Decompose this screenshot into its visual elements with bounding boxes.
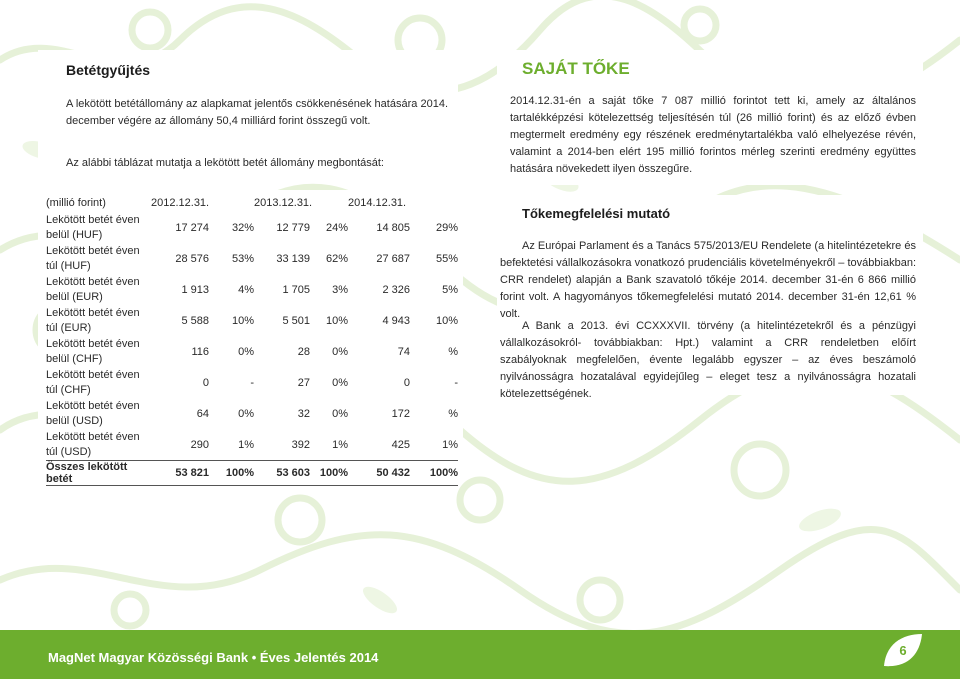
page-number: 6 [899,643,907,658]
header-2013: 2013.12.31. [254,197,313,209]
value-2013: 33 139 [276,252,310,265]
pct-2014: - [454,376,458,389]
pct-2013: 0% [332,376,348,389]
pct-2014: 1% [442,438,458,451]
value-2012: 1 913 [181,283,209,296]
value-2014: 27 687 [376,252,410,265]
pct-2013: 3% [332,283,348,296]
pct-2012: 0% [238,345,254,358]
value-2012: 116 [191,345,209,358]
pct-2014: 55% [435,252,458,265]
table-row [46,243,458,274]
table-row [46,336,458,367]
pct-2012: - [250,376,254,389]
total-label: Összes lekötött betét [46,461,151,486]
table-row [46,274,458,305]
row-label: Lekötött betét éven túl (CHF) [46,368,140,396]
row-label: Lekötött betét éven túl (EUR) [46,306,140,334]
value-2014: 4 943 [382,314,410,327]
value-2013: 12 779 [276,221,310,234]
table-header-row [46,194,458,212]
value-2012: 0 [202,376,209,389]
table-total-row [46,461,458,486]
value-2012: 28 576 [175,252,209,265]
table-row [46,305,458,336]
pct-2012: 4% [238,283,254,296]
total-pct-2014: 100% [410,461,458,486]
header-2012: 2012.12.31. [151,197,210,209]
row-label: Lekötött betét éven belül (USD) [46,399,140,427]
table-row [46,429,458,461]
value-2014: 2 326 [382,283,410,296]
value-2013: 32 [297,407,310,420]
value-2014: 425 [391,438,410,451]
pct-2013: 10% [325,314,348,327]
total-2012: 53 821 [151,461,209,486]
value-2014: 0 [403,376,410,389]
row-label: Lekötött betét éven túl (USD) [46,430,140,458]
pct-2014: 29% [435,221,458,234]
pct-2014: 5% [442,283,458,296]
equity-paragraph: 2014.12.31-én a saját tőke 7 087 millió forintot tett ki, amely az általános tartalékképzési kötelezettség teljesítésén túl (26 millió forint) és az előző évben megtermelt eredmény egy részének eredménytartalékba való elhelyezése révén, valamint a 2014-ben elért 195 millió forintos mérleg szerinti eredmény együttes hatására növekedett ilyen összegűre. [510,95,916,175]
pct-2013: 1% [332,438,348,451]
table-intro-paragraph: Az alábbi táblázat mutatja a lekötött betét állomány megbontását: [66,157,384,169]
value-2014: 74 [397,345,410,358]
deposits-paragraph: A lekötött betétállomány az alapkamat jelentős csökkenésének hatására 2014. december végére az állomány 50,4 milliárd forint összegű volt. [66,98,448,127]
pct-2012: 32% [231,221,254,234]
row-label: Lekötött betét éven túl (HUF) [46,244,140,272]
value-2012: 17 274 [175,221,209,234]
pct-2014: % [448,345,458,358]
pct-2013: 0% [332,407,348,420]
pct-2013: 0% [332,345,348,358]
total-pct-2013: 100% [310,461,348,486]
pct-2014: 10% [435,314,458,327]
row-label: Lekötött betét éven belül (EUR) [46,275,140,303]
total-pct-2012: 100% [209,461,254,486]
value-2013: 1 705 [282,283,310,296]
value-2012: 64 [196,407,209,420]
pct-2012: 53% [231,252,254,265]
footer-title: MagNet Magyar Közösségi Bank • Éves Jelentés 2014 [48,650,379,665]
total-2014: 50 432 [348,461,410,486]
header-2014: 2014.12.31. [348,197,407,209]
value-2013: 28 [297,345,310,358]
pct-2012: 0% [238,407,254,420]
value-2014: 172 [391,407,410,420]
table-row [46,398,458,429]
value-2013: 392 [291,438,310,451]
section-heading-deposits: Betétgyűjtés [66,62,151,78]
section-heading-equity: SAJÁT TŐKE [522,59,630,78]
pct-2012: 1% [238,438,254,451]
capital-adequacy-paragraph: Az Európai Parlament és a Tanács 575/2013/EU Rendelete (a hitelintézetekre és befektetési vállalkozásokra vonatkozó prudenciális követelményekről – továbbiakban: CRR rendelet) alapján a Bank szavatoló tőkéje 2014. december 31-én 6 866 millió forint volt. A hagyományos tőkemegfelelési mutató 2014. december 31-én 12,61 % volt. [500,240,916,320]
value-2012: 290 [190,438,209,451]
pct-2013: 24% [325,221,348,234]
pct-2012: 10% [231,314,254,327]
value-2013: 27 [297,376,310,389]
header-unit: (millió forint) [46,197,106,209]
pct-2013: 62% [325,252,348,265]
table-row [46,212,458,243]
total-2013: 53 603 [254,461,310,486]
disclosure-paragraph: A Bank a 2013. évi CCXXXVII. törvény (a hitelintézetekről és a pénzügyi vállalkozásokról- továbbiakban: Hpt.) valamint a CRR rendeletben előírt szabályoknak megfelelően, évente legalább egyszer – az éves beszámoló nyilvánosságra hozatalával egyidejűleg – eleget tesz a nyilvánosságra hozatali kötelezettségének. [500,320,916,400]
capital-adequacy-heading: Tőkemegfelelési mutató [522,206,671,221]
value-2012: 5 588 [181,314,209,327]
deposit-table [46,194,458,486]
value-2014: 14 805 [376,221,410,234]
pct-2014: % [448,407,458,420]
row-label: Lekötött betét éven belül (CHF) [46,337,140,365]
row-label: Lekötött betét éven belül (HUF) [46,213,140,241]
value-2013: 5 501 [282,314,310,327]
table-row [46,367,458,398]
